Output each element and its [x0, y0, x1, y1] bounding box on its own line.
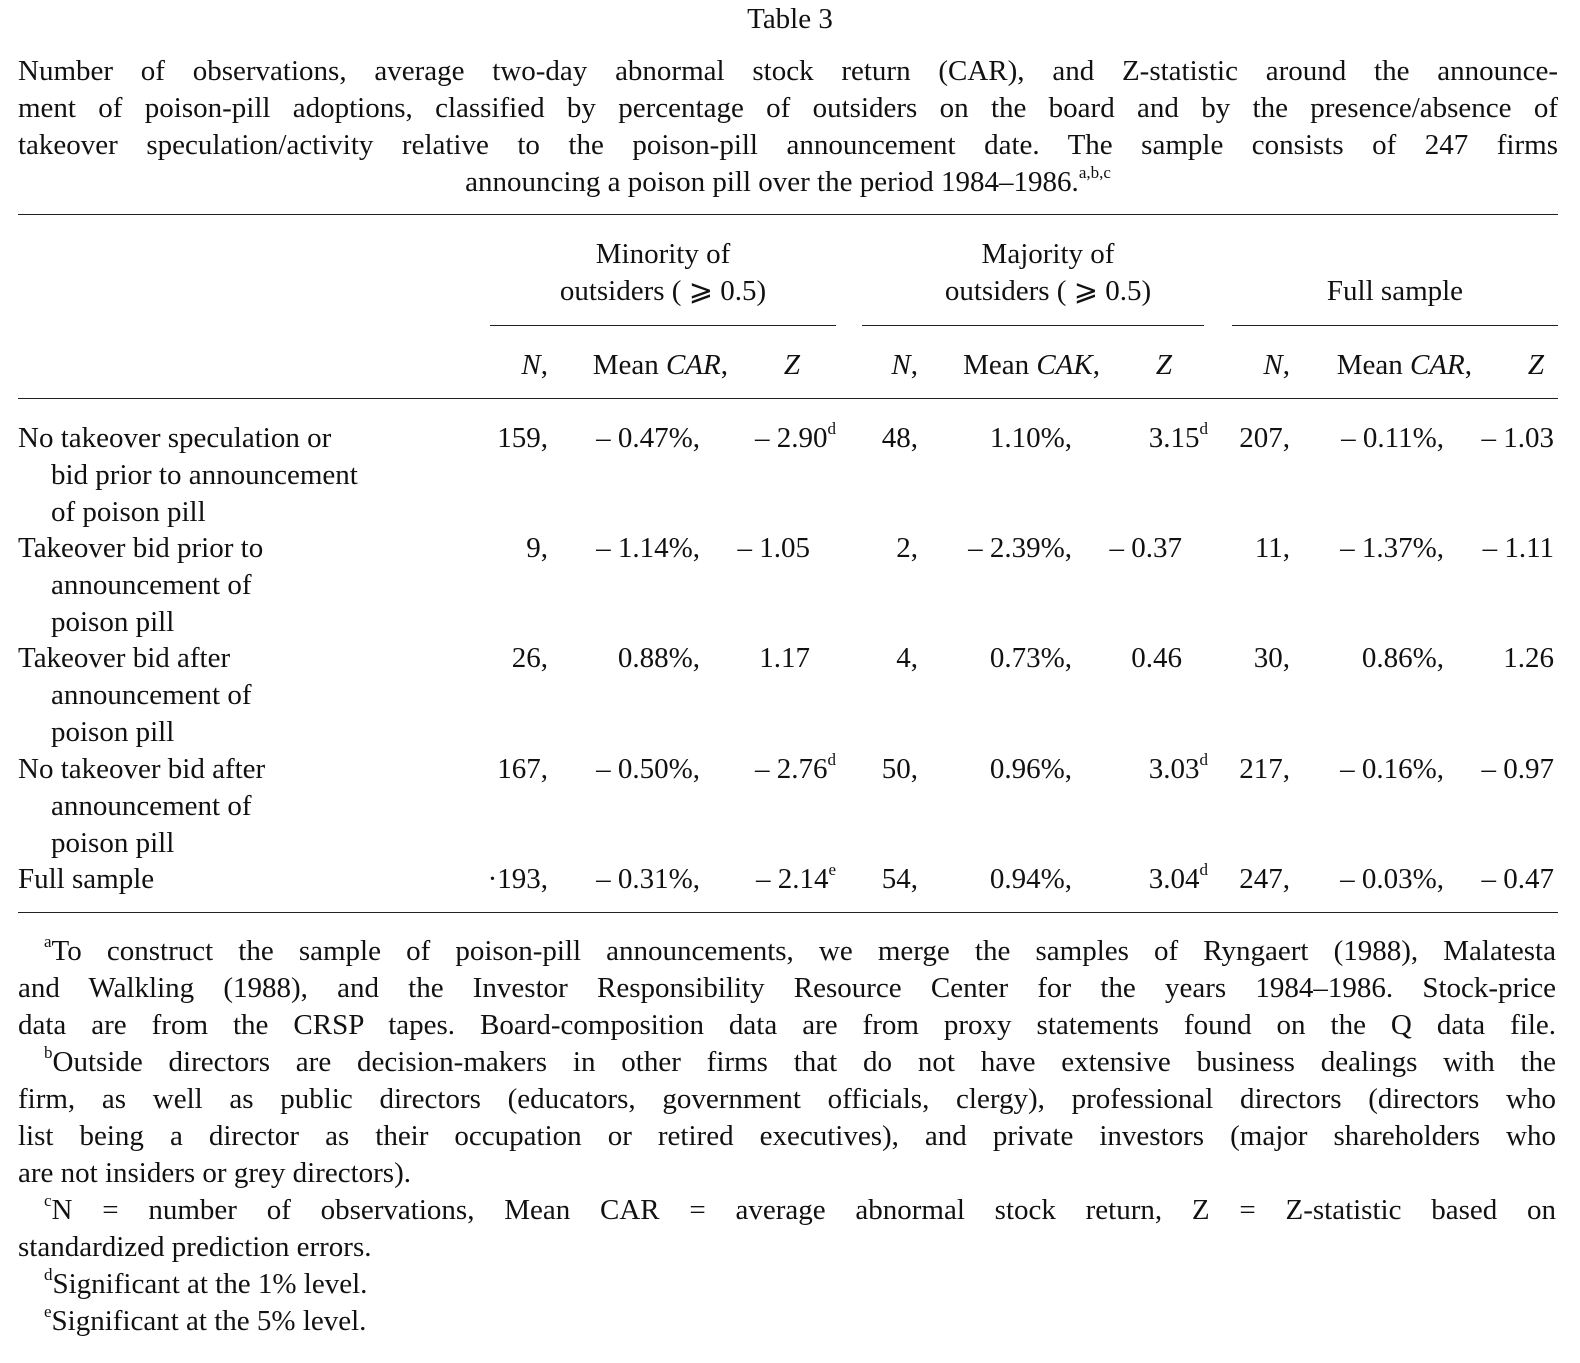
cell-mean-car: – 0.47%,	[596, 422, 700, 454]
cell-mean-car: 0.88%,	[617, 642, 700, 674]
cell-z-value: 3.04	[1148, 863, 1200, 895]
group-header-line1: Minority of	[595, 238, 731, 270]
row-label	[18, 861, 154, 898]
cell-n: 50,	[881, 753, 918, 785]
cell-n: 48,	[881, 422, 918, 454]
cell-z	[1149, 751, 1208, 788]
cell-z-value: 0.46	[1131, 642, 1182, 674]
sub-header-mean: Mean CAR,	[1336, 349, 1472, 381]
cell-n: 54,	[881, 863, 918, 895]
group-header-line2: outsiders ( ⩾ 0.5)	[559, 275, 767, 307]
footnote-a: $^a$To construct the sample of poison-pill announcements, we merge the samples of Ryngaert (1988), Malatesta	[44, 932, 1556, 967]
row-label	[18, 640, 252, 751]
cell-z-footnote-marker: d	[827, 419, 836, 439]
cell-z-value: – 0.37	[1109, 532, 1182, 564]
row-label	[18, 420, 358, 531]
footnote-a-line: data are from the CRSP tapes. Board-composition data are from proxy statements found on the Q data file.	[18, 1009, 1556, 1041]
cell-z-value: – 1.05	[737, 532, 810, 564]
cell-z-footnote-marker: d	[1199, 860, 1208, 880]
cell-z-value: 1.26	[1503, 642, 1554, 674]
cell-n: 30,	[1253, 642, 1290, 674]
group-header-line2: outsiders ( ⩾ 0.5)	[944, 275, 1152, 307]
cell-z	[1149, 861, 1208, 898]
cell-mean-car: 0.96%,	[989, 753, 1072, 785]
footnote-c-line: standardized prediction errors.	[18, 1231, 372, 1263]
row-label	[18, 751, 265, 862]
table-title: Table 3	[747, 3, 833, 35]
cell-z	[1131, 640, 1182, 677]
cell-z-value: – 0.97	[1481, 753, 1554, 785]
cell-mean-car: – 1.37%,	[1340, 532, 1444, 564]
sub-header-mean: Mean CAK,	[963, 349, 1100, 381]
cell-z	[755, 420, 836, 457]
cell-z	[755, 751, 836, 788]
cell-n: 9,	[526, 532, 548, 564]
cell-n: 26,	[511, 642, 548, 674]
cell-mean-car: – 0.03%,	[1340, 863, 1444, 895]
cell-z-value: 1.17	[759, 642, 810, 674]
row-label-line: announcement of	[51, 569, 252, 601]
cell-z	[738, 530, 811, 567]
row-label-line: announcement of	[51, 790, 252, 822]
cell-z	[1482, 861, 1555, 898]
row-label-line: No takeover speculation or	[18, 422, 332, 454]
caption-line: ment of poison-pill adoptions, classified by percentage of outsiders on the board and by the presence/absence of	[18, 92, 1558, 124]
header-rule	[18, 398, 1558, 399]
cell-z	[1503, 640, 1554, 677]
cell-z-value: – 2.76	[755, 753, 828, 785]
cell-mean-car: 0.73%,	[989, 642, 1072, 674]
cell-mean-car: 1.10%,	[989, 422, 1072, 454]
cell-z-value: 3.15	[1148, 422, 1200, 454]
cell-mean-car: – 0.50%,	[596, 753, 700, 785]
group-underline	[862, 325, 1204, 326]
group-header-full	[1232, 236, 1558, 310]
cell-z-value: – 2.14	[755, 863, 829, 895]
row-label-line: poison pill	[51, 827, 175, 859]
cell-mean-car: – 1.14%,	[596, 532, 700, 564]
cell-z-footnote-marker: d	[1199, 750, 1208, 770]
cell-z-value: – 1.11	[1482, 532, 1554, 564]
cell-n: 207,	[1239, 422, 1290, 454]
cell-mean-car: – 0.16%,	[1340, 753, 1444, 785]
cell-z	[759, 640, 810, 677]
cell-z	[1110, 530, 1183, 567]
footnotes	[18, 933, 1556, 1340]
sub-header-z: Z	[1155, 349, 1172, 381]
footnote-b-line: firm, as well as public directors (educators, government officials, clergy), professional directors (directors who	[18, 1083, 1556, 1115]
sub-header-z: Z	[783, 349, 800, 381]
sub-header-mean: Mean CAR,	[592, 349, 728, 381]
footnote-marker: b	[44, 1043, 53, 1063]
row-label-line: Takeover bid prior to	[18, 532, 264, 564]
row-label-line: Takeover bid after	[18, 642, 231, 674]
top-rule	[18, 214, 1558, 215]
row-label-line: announcement of	[51, 679, 252, 711]
caption-line	[18, 164, 1558, 201]
footnote-d: $^d$Significant at the 1% level.	[44, 1265, 368, 1300]
bottom-rule	[18, 912, 1558, 913]
group-underline	[490, 325, 836, 326]
caption-text: announcing a poison pill over the period 1984–1986.	[465, 166, 1079, 198]
sub-header-n: N,	[521, 349, 548, 381]
row-label-line: No takeover bid after	[18, 753, 266, 785]
cell-mean-car: – 2.39%,	[968, 532, 1072, 564]
footnote-marker: e	[44, 1302, 52, 1322]
cell-n: 11,	[1254, 532, 1290, 564]
cell-n: ·193,	[487, 863, 548, 895]
group-header-line2: Full sample	[1326, 275, 1464, 307]
sub-header-n: N,	[1263, 349, 1290, 381]
caption-line: Number of observations, average two-day abnormal stock return (CAR), and Z-statistic around the announce-	[18, 55, 1558, 87]
cell-z-value: – 0.47	[1481, 863, 1554, 895]
cell-z-value: 3.03	[1148, 753, 1200, 785]
cell-z-value: – 2.90	[755, 422, 828, 454]
cell-z	[1482, 420, 1555, 457]
row-label	[18, 530, 263, 641]
footnote-marker: c	[44, 1191, 52, 1211]
footnote-e: $^e$Significant at the 5% level.	[44, 1302, 367, 1337]
cell-mean-car: – 0.11%,	[1341, 422, 1444, 454]
footnote-a-line: and Walkling (1988), and the Investor Responsibility Resource Center for the years 1984–1986. Stock-price	[18, 972, 1556, 1004]
cell-z	[1482, 751, 1555, 788]
cell-z	[756, 861, 836, 898]
cell-n: 4,	[896, 642, 918, 674]
cell-n: 167,	[497, 753, 548, 785]
caption-line: takeover speculation/activity relative to the poison-pill announcement date. The sample consists of 247 firms	[18, 129, 1558, 161]
group-underline	[1232, 325, 1558, 326]
cell-mean-car: 0.86%,	[1361, 642, 1444, 674]
cell-mean-car: 0.94%,	[989, 863, 1072, 895]
cell-n: 2,	[896, 532, 918, 564]
footnote-c: $^c$N = number of observations, Mean CAR = average abnormal stock return, Z = Z-statistic based on	[44, 1191, 1556, 1226]
footnote-marker: d	[44, 1265, 53, 1285]
cell-z	[1149, 420, 1208, 457]
footnote-b-line: are not insiders or grey directors).	[18, 1157, 411, 1189]
row-label-line: poison pill	[51, 716, 175, 748]
cell-z-footnote-marker: e	[828, 860, 836, 880]
row-label-line: of poison pill	[51, 496, 206, 528]
cell-z-footnote-marker: d	[827, 750, 836, 770]
cell-z-footnote-marker: d	[1199, 419, 1208, 439]
footnote-b-line: list being a director as their occupation or retired executives), and private investors (major shareholders who	[18, 1120, 1556, 1152]
cell-mean-car: – 0.31%,	[596, 863, 700, 895]
sub-header-n: N,	[891, 349, 918, 381]
footnote-b: $^b$Outside directors are decision-makers in other firms that do not have extensive business dealings with the	[44, 1043, 1556, 1078]
sub-header-z: Z	[1527, 349, 1544, 381]
row-label-line: poison pill	[51, 606, 175, 638]
cell-n: 159,	[497, 422, 548, 454]
row-label-line: Full sample	[18, 863, 155, 895]
cell-z-value: – 1.03	[1481, 422, 1554, 454]
group-header-line1	[1232, 236, 1558, 273]
footnote-marker: a	[44, 932, 52, 952]
row-label-line: bid prior to announcement	[51, 459, 358, 491]
group-header-majority	[862, 236, 1234, 310]
group-header-minority	[490, 236, 836, 310]
cell-n: 247,	[1239, 863, 1290, 895]
caption-footnote-marker: a,b,c	[1078, 163, 1111, 183]
cell-n: 217,	[1239, 753, 1290, 785]
cell-z	[1483, 530, 1554, 567]
group-header-line1: Majority of	[981, 238, 1115, 270]
table-caption	[18, 53, 1558, 201]
